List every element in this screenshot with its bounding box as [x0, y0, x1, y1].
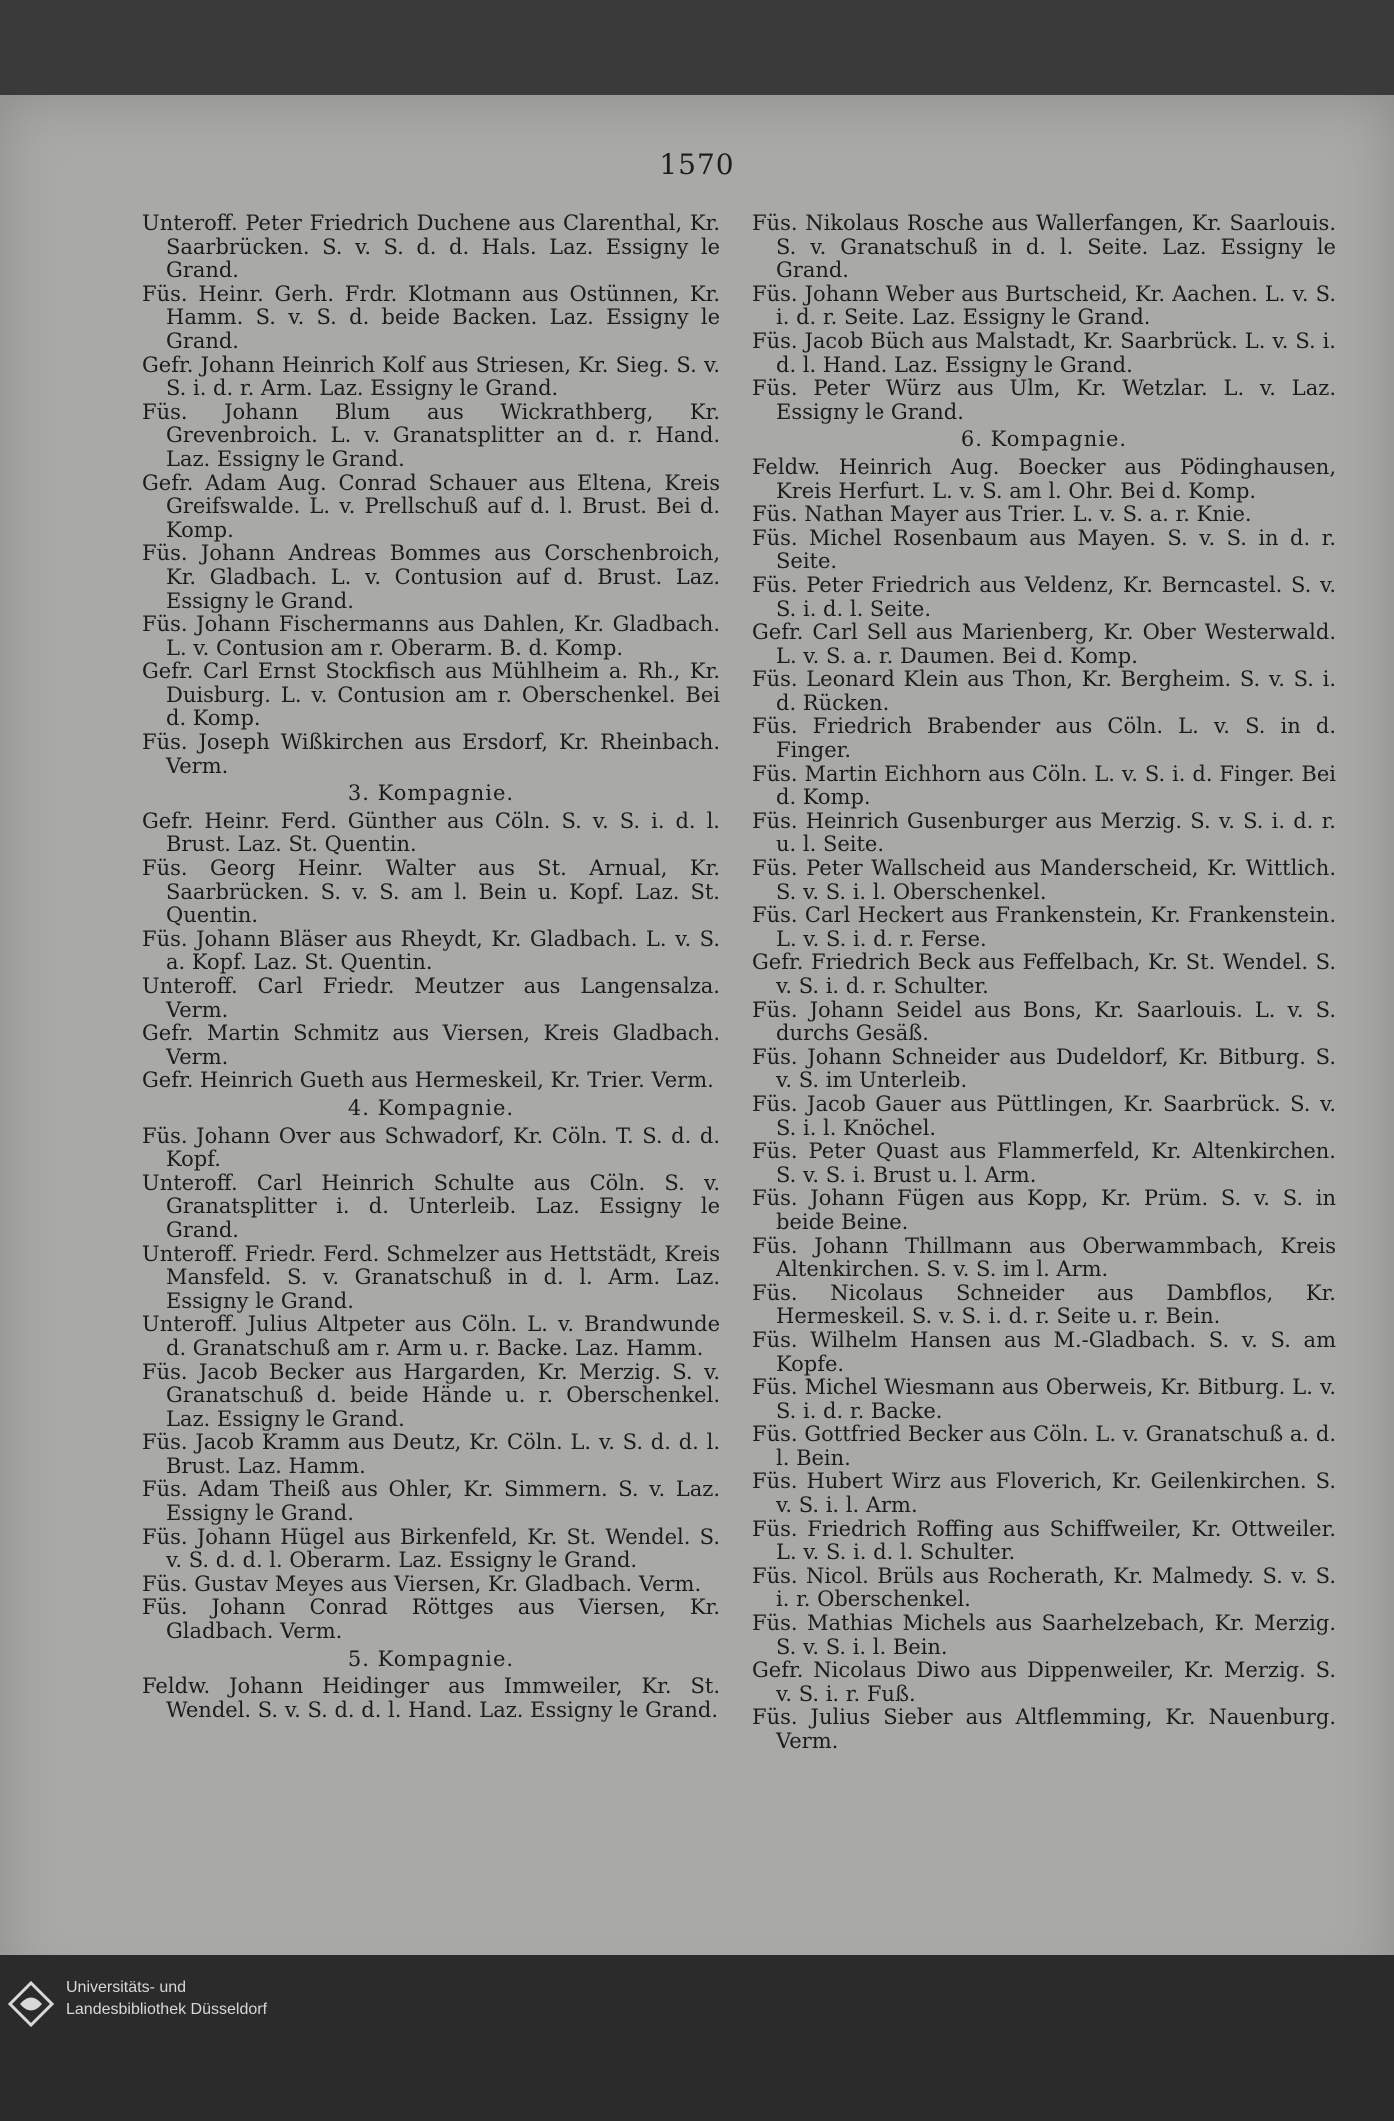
casualty-entry: Füs. Georg Heinr. Walter aus St. Arnual, Kr. Saarbrücken. S. v. S. am l. Bein u. Kopf. Laz. St. Quentin. — [142, 856, 720, 928]
casualty-entry: Füs. Nikolaus Rosche aus Wallerfangen, Kr. Saarlouis. S. v. Granatschuß in d. l. Seite. Laz. Essigny le Grand. — [752, 211, 1336, 283]
casualty-entry: Füs. Michel Rosenbaum aus Mayen. S. v. S. in d. r. Seite. — [752, 525, 1336, 574]
casualty-entry: Unteroff. Friedr. Ferd. Schmelzer aus Hettstädt, Kreis Mansfeld. S. v. Granatschuß in d. l. Arm. Laz. Essigny le Grand. — [142, 1241, 720, 1313]
casualty-entry: Füs. Joseph Wißkirchen aus Ersdorf, Kr. Rheinbach. Verm. — [142, 730, 720, 778]
casualty-entry: Füs. Michel Wiesmann aus Oberweis, Kr. Bitburg. L. v. S. i. d. r. Backe. — [752, 1375, 1336, 1423]
casualty-entry: Füs. Jacob Kramm aus Deutz, Kr. Cöln. L. v. S. d. d. l. Brust. Laz. Hamm. — [142, 1430, 720, 1478]
casualty-entry: Füs. Adam Theiß aus Ohler, Kr. Simmern. S. v. Laz. Essigny le Grand. — [142, 1477, 720, 1526]
right-column — [752, 212, 1336, 1754]
casualty-entry: Gefr. Carl Ernst Stockfisch aus Mühlheim a. Rh., Kr. Duisburg. L. v. Contusion am r. Oberschenkel. Bei d. Komp. — [142, 659, 720, 731]
casualty-entry: Füs. Gottfried Becker aus Cöln. L. v. Granatschuß a. d. l. Bein. — [752, 1422, 1336, 1470]
casualty-entry: Füs. Martin Eichhorn aus Cöln. L. v. S. i. d. Finger. Bei d. Komp. — [752, 761, 1336, 810]
casualty-entry: Feldw. Johann Heidinger aus Immweiler, Kr. St. Wendel. S. v. S. d. d. l. Hand. Laz. Essigny le Grand. — [142, 1674, 720, 1722]
casualty-entry: Unteroff. Carl Friedr. Meutzer aus Langensalza. Verm. — [142, 974, 720, 1022]
casualty-entry: Füs. Heinr. Gerh. Frdr. Klotmann aus Ostünnen, Kr. Hamm. S. v. S. d. beide Backen. Laz. Essigny le Grand. — [142, 281, 720, 353]
casualty-entry: Füs. Jacob Becker aus Hargarden, Kr. Merzig. S. v. Granatschuß d. beide Hände u. r. Oberschenkel. Laz. Essigny le Grand. — [142, 1359, 720, 1431]
casualty-entry: Füs. Johann Andreas Bommes aus Corschenbroich, Kr. Gladbach. L. v. Contusion auf d. Brust. Laz. Essigny le Grand. — [142, 541, 720, 613]
page-number: 1570 — [659, 148, 735, 181]
casualty-entry: Füs. Hubert Wirz aus Floverich, Kr. Geilenkirchen. S. v. S. i. l. Arm. — [752, 1469, 1336, 1518]
casualty-entry: Füs. Johann Fischermanns aus Dahlen, Kr. Gladbach. L. v. Contusion am r. Oberarm. B. d. Komp. — [142, 612, 720, 660]
casualty-entry: Füs. Friedrich Roffing aus Schiffweiler, Kr. Ottweiler. L. v. S. i. d. l. Schulter. — [752, 1516, 1336, 1565]
casualty-entry: Feldw. Heinrich Aug. Boecker aus Pödinghausen, Kreis Herfurt. L. v. S. am l. Ohr. Bei d. Komp. — [752, 454, 1336, 503]
library-logo[interactable] — [6, 1975, 366, 2035]
left-column — [142, 212, 720, 1722]
casualty-entry: Füs. Peter Wallscheid aus Manderscheid, Kr. Wittlich. S. v. S. i. l. Oberschenkel. — [752, 856, 1336, 904]
casualty-entry: Füs. Nicolaus Schneider aus Dambflos, Kr. Hermeskeil. S. v. S. i. d. r. Seite u. r. Bein. — [752, 1280, 1336, 1329]
casualty-entry: Füs. Nicol. Brüls aus Rocherath, Kr. Malmedy. S. v. S. i. r. Oberschenkel. — [752, 1563, 1336, 1612]
casualty-entry: Füs. Nathan Mayer aus Trier. L. v. S. a. r. Knie. — [752, 502, 1252, 527]
casualty-entry: Füs. Johann Over aus Schwadorf, Kr. Cöln. T. S. d. d. Kopf. — [142, 1123, 720, 1172]
casualty-entry: Füs. Jacob Gauer aus Püttlingen, Kr. Saarbrück. S. v. S. i. l. Knöchel. — [752, 1091, 1336, 1140]
casualty-entry: Gefr. Johann Heinrich Kolf aus Striesen, Kr. Sieg. S. v. S. i. d. r. Arm. Laz. Essigny le Grand. — [142, 352, 720, 401]
casualty-entry: Füs. Johann Bläser aus Rheydt, Kr. Gladbach. L. v. S. a. Kopf. Laz. St. Quentin. — [142, 926, 720, 975]
library-name-line2: Landesbibliothek Düsseldorf — [66, 2001, 268, 2018]
casualty-entry: Füs. Peter Würz aus Ulm, Kr. Wetzlar. L. v. Laz. Essigny le Grand. — [752, 376, 1336, 424]
company-heading: 5. Kompagnie. — [347, 1646, 515, 1671]
casualty-entry: Füs. Wilhelm Hansen aus M.-Gladbach. S. v. S. am Kopfe. — [752, 1327, 1336, 1376]
casualty-entry: Unteroff. Carl Heinrich Schulte aus Cöln. S. v. Granatsplitter i. d. Unterleib. Laz. Essigny le Grand. — [142, 1170, 720, 1242]
company-heading: 6. Kompagnie. — [960, 427, 1128, 452]
casualty-entry: Gefr. Nicolaus Diwo aus Dippenweiler, Kr. Merzig. S. v. S. i. r. Fuß. — [752, 1658, 1336, 1706]
casualty-entry: Füs. Jacob Büch aus Malstadt, Kr. Saarbrück. L. v. S. i. d. l. Hand. Laz. Essigny le Grand. — [752, 328, 1336, 377]
casualty-entry: Füs. Mathias Michels aus Saarhelzebach, Kr. Merzig. S. v. S. i. l. Bein. — [752, 1611, 1336, 1659]
casualty-entry: Unteroff. Peter Friedrich Duchene aus Clarenthal, Kr. Saarbrücken. S. v. S. d. d. Hals. Laz. Essigny le Grand. — [142, 211, 720, 283]
casualty-entry: Füs. Johann Fügen aus Kopp, Kr. Prüm. S. v. S. in beide Beine. — [752, 1186, 1336, 1234]
library-name — [66, 1977, 267, 2021]
casualty-entry: Füs. Friedrich Brabender aus Cöln. L. v. S. in d. Finger. — [752, 714, 1336, 763]
casualty-entry: Füs. Johann Blum aus Wickrathberg, Kr. Grevenbroich. L. v. Granatsplitter an d. r. Hand. Laz. Essigny le Grand. — [142, 399, 720, 471]
casualty-entry: Unteroff. Julius Altpeter aus Cöln. L. v. Brandwunde d. Granatschuß am r. Arm u. r. Backe. Laz. Hamm. — [142, 1312, 720, 1360]
casualty-entry: Füs. Carl Heckert aus Frankenstein, Kr. Frankenstein. L. v. S. i. d. r. Ferse. — [752, 903, 1336, 951]
casualty-entry: Füs. Johann Weber aus Burtscheid, Kr. Aachen. L. v. S. i. d. r. Seite. Laz. Essigny le Grand. — [752, 281, 1336, 330]
casualty-entry: Füs. Johann Conrad Röttges aus Viersen, Kr. Gladbach. Verm. — [142, 1595, 720, 1644]
casualty-entry: Gefr. Heinrich Gueth aus Hermeskeil, Kr. Trier. Verm. — [142, 1068, 714, 1093]
casualty-entry: Füs. Leonard Klein aus Thon, Kr. Bergheim. S. v. S. i. d. Rücken. — [752, 667, 1336, 715]
casualty-entry: Gefr. Friedrich Beck aus Feffelbach, Kr. St. Wendel. S. v. S. i. d. r. Schulter. — [752, 950, 1336, 998]
casualty-entry: Füs. Heinrich Gusenburger aus Merzig. S. v. S. i. d. r. u. l. Seite. — [752, 808, 1336, 857]
company-heading: 3. Kompagnie. — [347, 781, 515, 806]
casualty-entry: Gefr. Heinr. Ferd. Günther aus Cöln. S. v. S. i. d. l. Brust. Laz. St. Quentin. — [142, 808, 720, 857]
casualty-entry: Füs. Johann Thillmann aus Oberwammbach, Kreis Altenkirchen. S. v. S. im l. Arm. — [752, 1233, 1336, 1282]
casualty-entry: Gefr. Adam Aug. Conrad Schauer aus Eltena, Kreis Greifswalde. L. v. Prellschuß auf d. l. Brust. Bei d. Komp. — [142, 470, 720, 542]
library-name-line1: Universitäts- und — [66, 1979, 187, 1996]
casualty-entry: Füs. Peter Quast aus Flammerfeld, Kr. Altenkirchen. S. v. S. i. Brust u. l. Arm. — [752, 1139, 1336, 1187]
casualty-entry: Füs. Johann Seidel aus Bons, Kr. Saarlouis. L. v. S. durchs Gesäß. — [752, 997, 1336, 1046]
casualty-entry: Füs. Peter Friedrich aus Veldenz, Kr. Berncastel. S. v. S. i. d. l. Seite. — [752, 572, 1336, 621]
casualty-entry: Füs. Johann Schneider aus Dudeldorf, Kr. Bitburg. S. v. S. im Unterleib. — [752, 1044, 1336, 1093]
casualty-entry: Gefr. Carl Sell aus Marienberg, Kr. Ober Westerwald. L. v. S. a. r. Daumen. Bei d. Komp. — [752, 620, 1336, 668]
casualty-entry: Füs. Gustav Meyes aus Viersen, Kr. Gladbach. Verm. — [142, 1571, 702, 1596]
library-logo-icon — [6, 1979, 56, 2029]
company-heading: 4. Kompagnie. — [347, 1095, 515, 1120]
casualty-entry: Gefr. Martin Schmitz aus Viersen, Kreis Gladbach. Verm. — [142, 1021, 720, 1069]
casualty-entry: Füs. Johann Hügel aus Birkenfeld, Kr. St. Wendel. S. v. S. d. d. l. Oberarm. Laz. Essigny le Grand. — [142, 1524, 720, 1573]
casualty-entry: Füs. Julius Sieber aus Altflemming, Kr. Nauenburg. Verm. — [752, 1705, 1336, 1753]
